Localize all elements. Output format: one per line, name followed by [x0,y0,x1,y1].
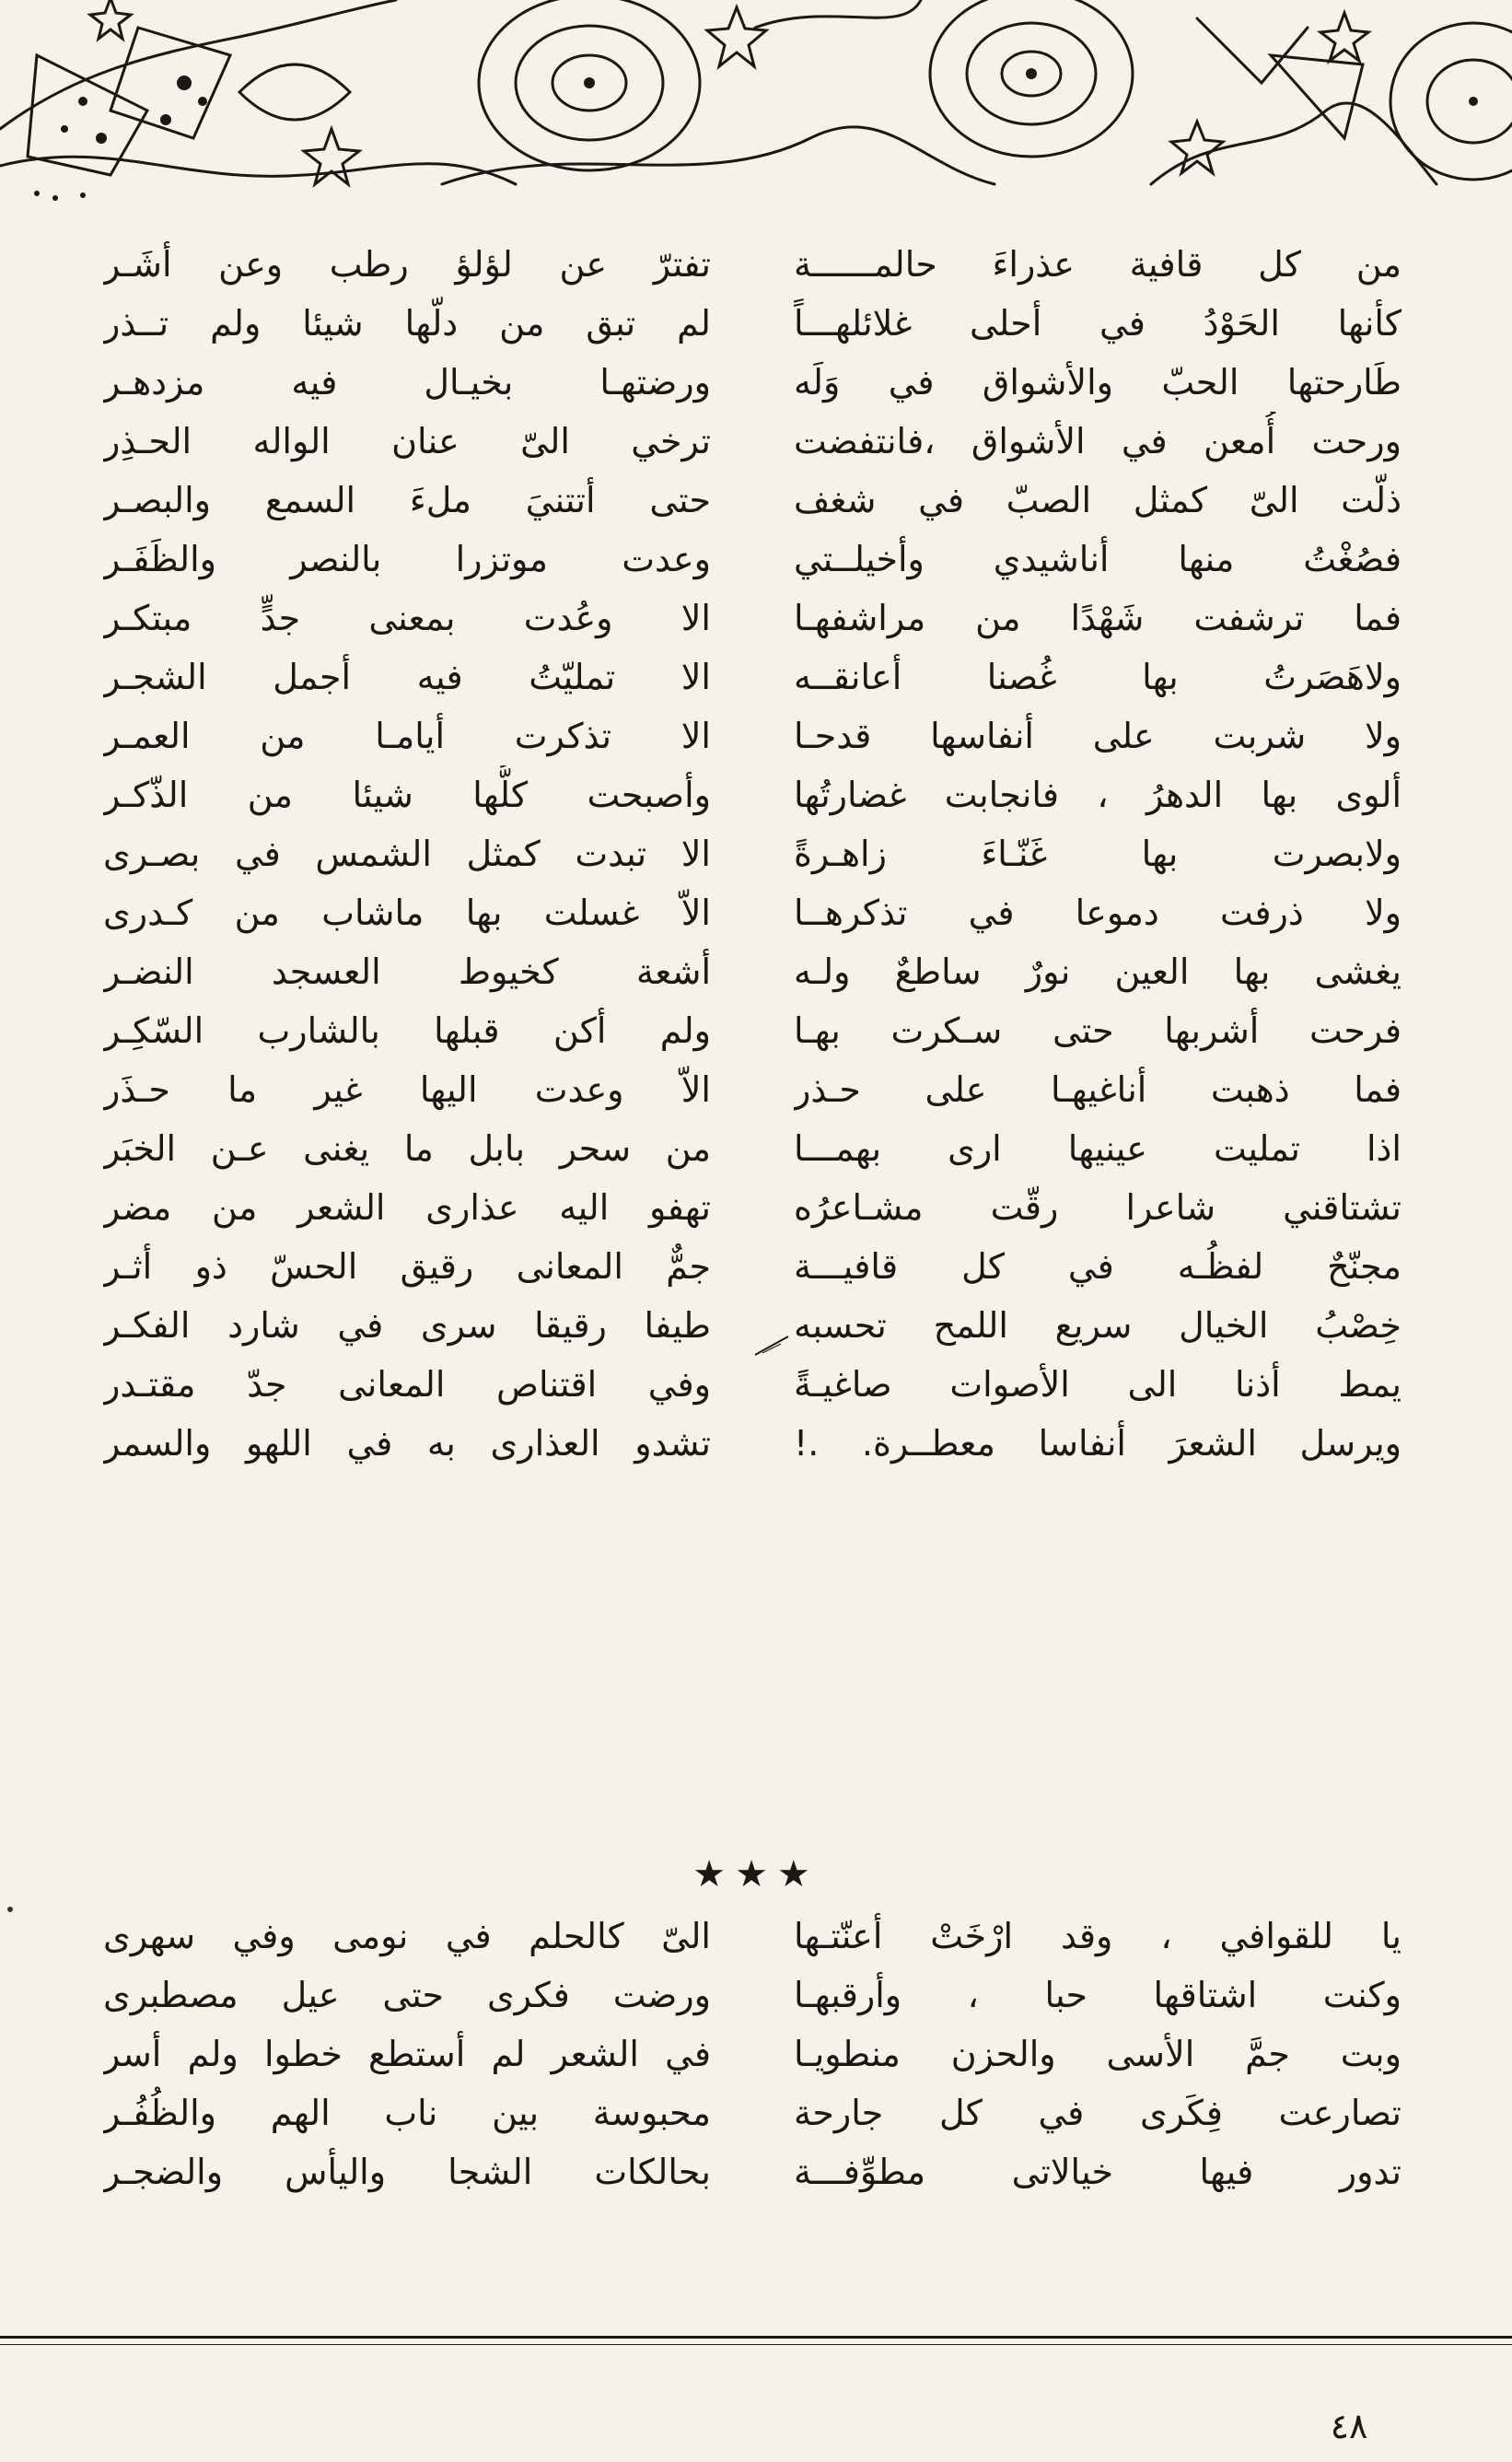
stanza-separator: ★★★ [692,1853,820,1896]
verse-line: الا تبدت كمثل الشمس في بصـرى [103,834,711,874]
verse-line: وعدت موتزرا بالنصر والظَفَـر [103,539,711,579]
verse-line: وبت جمَّ الأسى والحزن منطويـا [794,2034,1402,2074]
left-column [103,1907,711,2201]
verse-line: تفترّ عن لؤلؤ رطب وعن أشَـر [103,244,711,285]
verse-line: بحالكات الشجا واليأس والضجـر [103,2152,711,2192]
verse-line: تدور فيها خيالاتى مطوِّفـــة [794,2152,1402,2192]
verse-line: الا تمليّتُ فيه أجمل الشجـر [103,657,711,697]
stray-pen-mark-icon [753,1331,790,1359]
verse-line: الاّ وعدت اليها غير ما حـذَر [103,1069,711,1110]
verse-line: ولا ذرفت دموعا في تذكرهــا [794,893,1402,933]
verse-line: ترخي الىّ عنان الواله الحـذِر [103,421,711,461]
verse-line: ورضتهـا بخيـال فيه مزدهـر [103,362,711,403]
left-column [103,235,711,1473]
floral-header-ornament [0,0,1512,207]
verse-line: تشتاقني شاعرا رقّت مشـاعرُه [794,1187,1402,1228]
verse-line: وأصبحت كلُّها شيئا من الذّكـر [103,775,711,815]
verse-line: كأنها الحَوْدُ في أحلى غلائلهـــاً [794,303,1402,344]
verse-line: مجنّحٌ لفظُـه في كل قافيـــة [794,1246,1402,1287]
verse-line: ورحت أُمعن في الأشواق ،فانتفضت [794,421,1402,461]
footer-rule-thick [0,2336,1512,2339]
verse-line: من سحر بابل ما يغنى عـن الخبَر [103,1128,711,1169]
verse-line: ولاهَصَرتُ بها غُصنا أعانقــه [794,657,1402,697]
page-number: ٤٨ [1330,2406,1368,2446]
right-column [794,235,1402,1473]
verse-line: فما ترشفت شَهْدًا من مراشفهـا [794,598,1402,638]
poem-stanza-2 [0,1907,1512,2312]
verse-line: يغشى بها العين نورٌ ساطعٌ ولـه [794,951,1402,992]
verse-line: فصُغْتُ منها أناشيدي وأخيلــتي [794,539,1402,579]
verse-line: جمٌّ المعانى رقيق الحسّ ذو أثـر [103,1246,711,1287]
verse-line: فما ذهبت أناغيهـا على حـذر [794,1069,1402,1110]
footer-rule-thin [0,2344,1512,2345]
verse-line: خِصْبُ الخيال سريع اللمح تحسبه [794,1305,1402,1346]
verse-line: فرحت أشربها حتى سـكرت بهـا [794,1010,1402,1051]
poem-stanza-1 [0,235,1512,1838]
verse-line: وفي اقتناص المعانى جدّ مقتـدر [103,1364,711,1405]
verse-line: أشعة كخيوط العسجد النضـر [103,951,711,992]
verse-line: ولابصرت بها غَنّـاءَ زاهـرةً [794,834,1402,874]
verse-line: الا وعُدت بمعنى جدٍّ مبتكـر [103,598,711,638]
verse-line: ألوى بها الدهرُ ، فانجابت غضارتُها [794,775,1402,815]
margin-speck [7,1907,13,1912]
verse-line: من كل قافية عذراءَ حالمــــــة [794,244,1402,285]
verse-line: ويرسل الشعرَ أنفاسا معطــرة. .! [794,1423,1402,1464]
verse-line: طَارحتها الحبّ والأشواق في وَلَه [794,362,1402,403]
verse-line: لم تبق من دلّها شيئا ولم تــذر [103,303,711,344]
verse-line: اذا تمليت عينيها ارى بهمـــا [794,1128,1402,1169]
verse-line: تصارعت فِكَرى في كل جارحة [794,2093,1402,2133]
verse-line: وكنت اشتاقها حبا ، وأرقبهـا [794,1975,1402,2015]
right-column [794,1907,1402,2201]
verse-line: محبوسة بين ناب الهم والظُفُـر [103,2093,711,2133]
verse-line: طيفا رقيقا سرى في شارد الفكـر [103,1305,711,1346]
verse-line: ورضت فكرى حتى عيل مصطبرى [103,1975,711,2015]
verse-line: في الشعر لم أستطع خطوا ولم أسر [103,2034,711,2074]
verse-line: الىّ كالحلم في نومى وفي سهرى [103,1916,711,1956]
verse-line: يمط أذنا الى الأصوات صاغيـةً [794,1364,1402,1405]
verse-line: حتى أتتنيَ ملءَ السمع والبصـر [103,480,711,520]
verse-line: تهفو اليه عذارى الشعر من مضر [103,1187,711,1228]
verse-line: يا للقوافي ، وقد ارْخَتْ أعنّتـها [794,1916,1402,1956]
verse-line: ذلّت الىّ كمثل الصبّ في شغف [794,480,1402,520]
verse-line: ولم أكن قبلها بالشارب السّكِـر [103,1010,711,1051]
verse-line: الا تذكرت أيامـا من العمـر [103,716,711,756]
verse-line: تشدو العذارى به في اللهو والسمر [103,1423,711,1464]
verse-line: الاّ غسلت بها ماشاب من كـدرى [103,893,711,933]
verse-line: ولا شربت على أنفاسها قدحـا [794,716,1402,756]
